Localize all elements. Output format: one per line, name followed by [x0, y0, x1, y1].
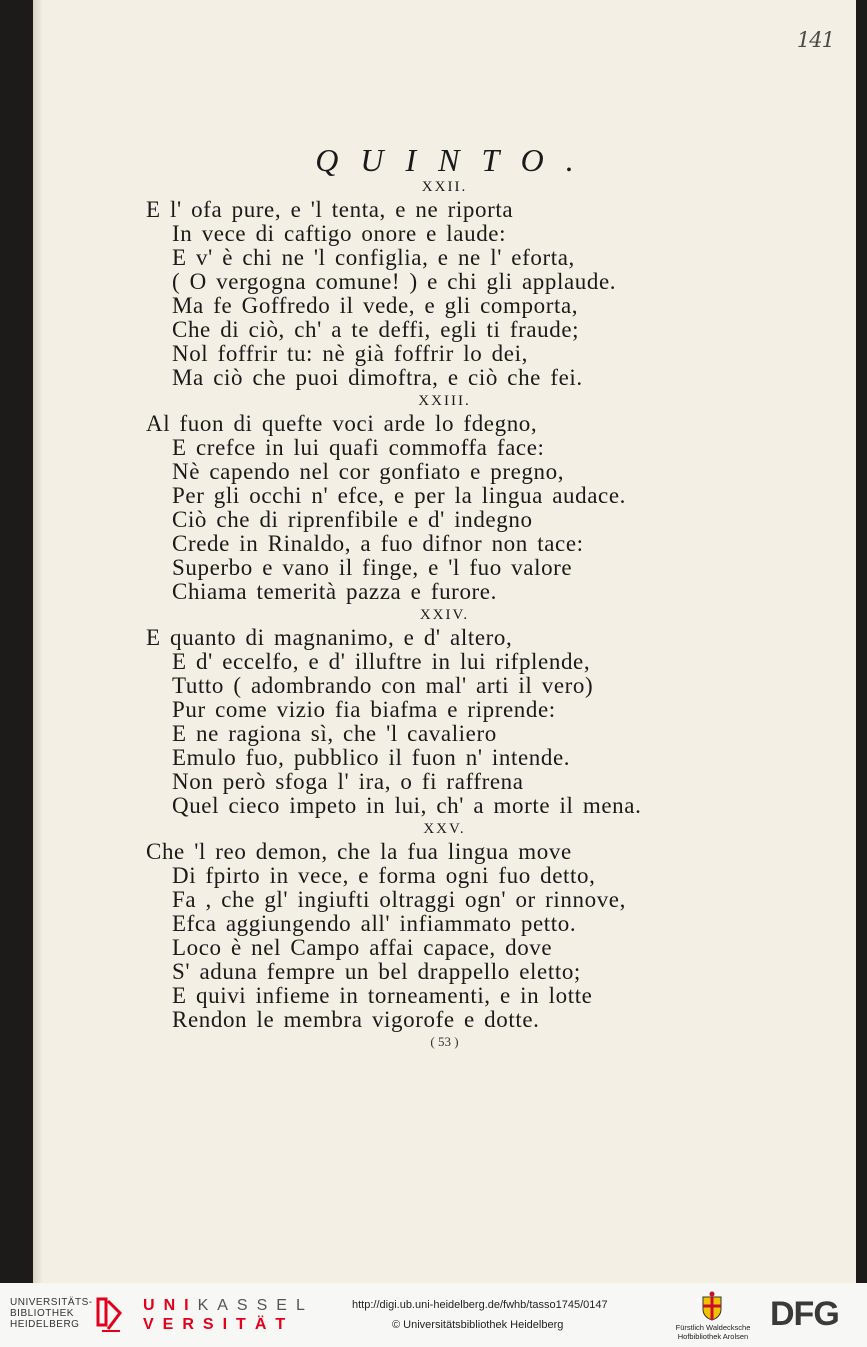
arolsen-library-logo[interactable] [668, 1323, 758, 1341]
kassel-letter: Ä [254, 1316, 276, 1333]
verse-line: E quivi infieme in torneamenti, e in lotte [172, 983, 593, 1008]
verse-line: E l' ofa pure, e 'l tenta, e ne riporta [146, 197, 514, 222]
kassel-letter: U [143, 1297, 164, 1314]
kassel-row-2 [143, 1315, 314, 1334]
permalink-url[interactable]: http://digi.ub.uni-heidelberg.de/fwhb/tasso1745/0147 [352, 1299, 608, 1311]
stanza-number: XXIV. [419, 607, 470, 623]
verse-line: In vece di caftigo onore e laude: [172, 221, 507, 246]
verse-line: Efca aggiungendo all' infiammato petto. [172, 911, 577, 936]
verse-line: Crede in Rinaldo, a fuo difnor non tace: [172, 531, 584, 556]
verse-block [33, 176, 856, 1050]
kassel-letter: I [184, 1297, 198, 1314]
kassel-letter: V [143, 1316, 163, 1333]
verse-line: Loco è nel Campo affai capace, dove [172, 935, 553, 960]
kassel-letter: E [276, 1297, 296, 1314]
verse-line: Superbo e vano il finge, e 'l fuo valore [172, 555, 573, 580]
kassel-letter: T [275, 1316, 295, 1333]
verse-line: Di fpirto in vece, e forma ogni fuo detto, [172, 863, 596, 888]
heidelberg-library-logo[interactable] [10, 1297, 93, 1330]
heidelberg-line-2: BIBLIOTHEK [10, 1308, 74, 1319]
verse-line: Nol foffrir tu: nè già foffrir lo dei, [172, 341, 528, 366]
verse-line: Ma ciò che puoi dimoftra, e ciò che fei. [172, 365, 583, 390]
kassel-letter: L [295, 1297, 314, 1314]
verse-line: E quanto di magnanimo, e d' altero, [146, 625, 513, 650]
verse-line: Che di ciò, ch' a te deffi, egli ti fraude; [172, 317, 580, 342]
verse-line: E v' è chi ne 'l configlia, e ne l' eforta, [172, 245, 575, 270]
verse-line: Ma fe Goffredo il vede, e gli comporta, [172, 293, 579, 318]
kassel-letter: N [163, 1297, 185, 1314]
kassel-logo-icon [94, 1295, 124, 1333]
kassel-row-1 [143, 1296, 314, 1315]
verse-line: E crefce in lui quafi commoffa face: [172, 435, 545, 460]
verse-line: S' aduna fempre un bel drappello eletto; [172, 959, 581, 984]
verse-line: Nè capendo nel cor gonfiato e pregno, [172, 459, 565, 484]
stanza-number: XXV. [423, 821, 466, 837]
stanza-number: XXIII. [418, 393, 471, 409]
heidelberg-line-1: UNIVERSITÄTS- [10, 1297, 93, 1308]
verse-line: Fa , che gl' ingiufti oltraggi ogn' or rinnove, [172, 887, 626, 912]
verse-line: Al fuon di quefte voci arde lo fdegno, [146, 411, 538, 436]
canto-heading: QUINTO. [315, 142, 596, 178]
arolsen-line-1: Fürstlich Waldecksche [675, 1323, 751, 1332]
kassel-letter: S [202, 1316, 223, 1333]
verse-line: ( O vergogna comune! ) e chi gli applaude. [172, 269, 617, 294]
folio-number: 141 [796, 28, 834, 52]
kassel-letter: S [236, 1297, 257, 1314]
verse-line: Tutto ( adombrando con mal' arti il vero) [172, 673, 594, 698]
verse-line: Emulo fuo, pubblico il fuon n' intende. [172, 745, 571, 770]
verse-line: Non però sfoga l' ira, o fi raffrena [172, 769, 524, 794]
footer-bar [0, 1283, 867, 1347]
kassel-letter: S [256, 1297, 277, 1314]
kassel-letter: E [162, 1316, 183, 1333]
kassel-letter: K [197, 1297, 218, 1314]
verse-line: Rendon le membra vigorofe e dotte. [172, 1007, 540, 1032]
verse-line: E d' eccelfo, e d' illuftre in lui rifplende, [172, 649, 591, 674]
verse-line: Chiama temerità pazza e furore. [172, 579, 497, 604]
kassel-letter: I [222, 1316, 237, 1333]
verse-line: Quel cieco impeto in lui, ch' a morte il mena. [172, 793, 642, 818]
verse-line: Pur come vizio fia biafma e riprende: [172, 697, 556, 722]
page-number: ( 53 ) [430, 1034, 459, 1049]
book-page [33, 0, 856, 1283]
kassel-letter: T [236, 1316, 255, 1333]
verse-line: Ciò che di riprenfibile e d' indegno [172, 507, 533, 532]
stanza-number: XXII. [421, 179, 468, 195]
kassel-letter: A [217, 1297, 237, 1314]
heidelberg-line-3: HEIDELBERG [10, 1319, 80, 1330]
uni-kassel-logo[interactable] [143, 1296, 314, 1334]
arolsen-line-2: Hofbibliothek Arolsen [677, 1332, 749, 1341]
copyright-text: © Universitätsbibliothek Heidelberg [392, 1319, 564, 1331]
verse-line: Che 'l reo demon, che la fua lingua move [146, 839, 572, 864]
arolsen-crest-icon [700, 1291, 724, 1321]
verse-line: E ne ragiona sì, che 'l cavaliero [172, 721, 497, 746]
verse-line: Per gli occhi n' efce, e per la lingua audace. [172, 483, 627, 508]
dfg-logo[interactable]: DFG [770, 1295, 839, 1333]
kassel-letter: R [182, 1316, 203, 1333]
